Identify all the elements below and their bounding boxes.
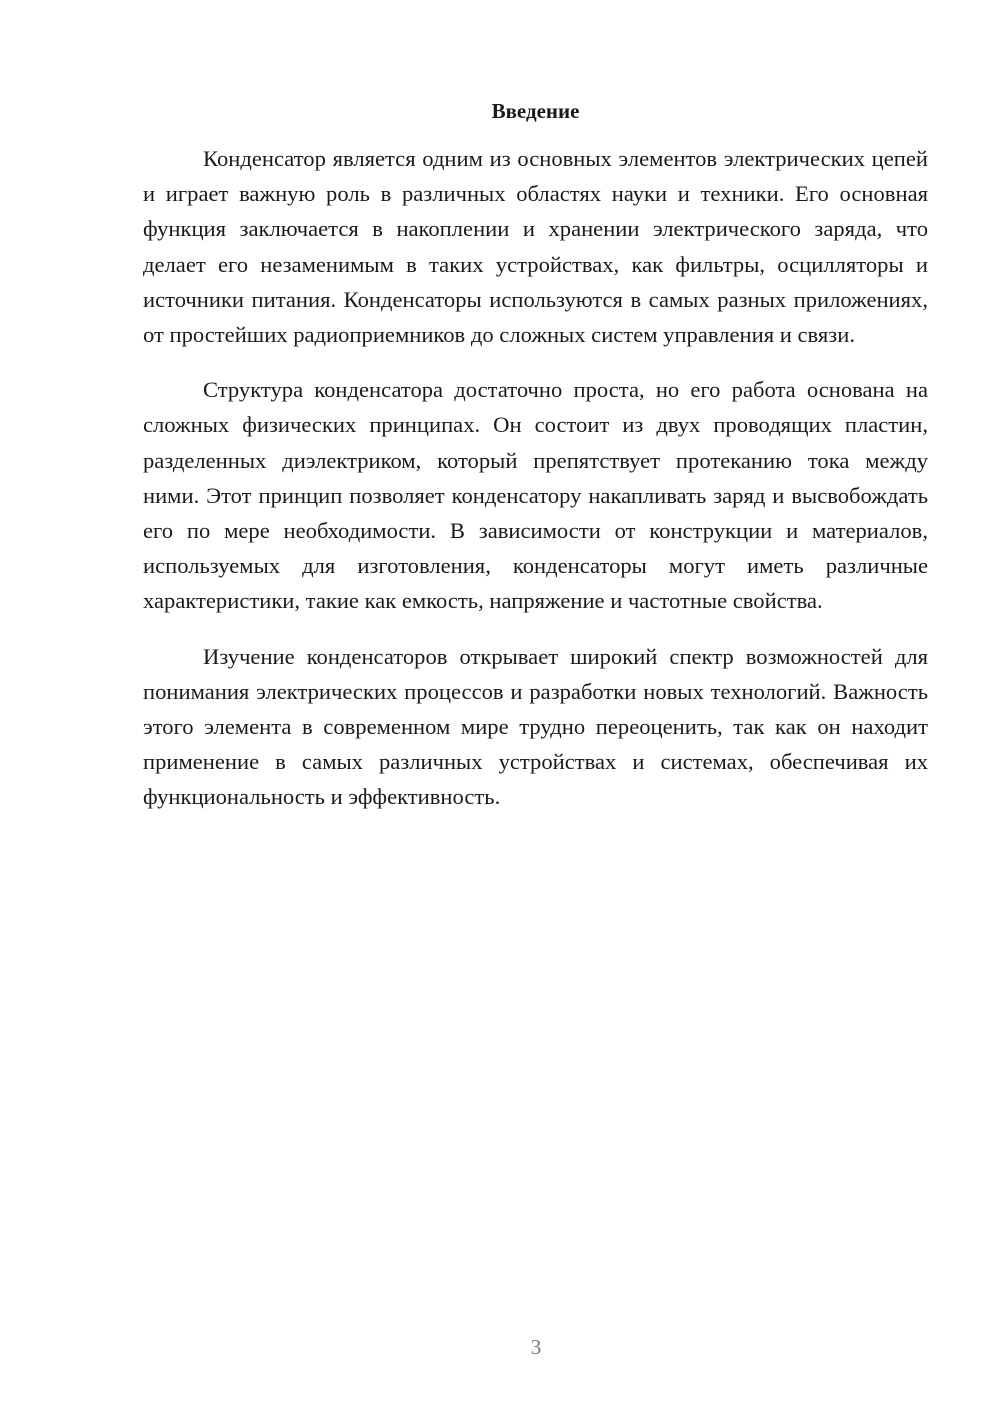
paragraph-3: Изучение конденсаторов открывает широкий спектр возможностей для понимания электрических процессов и разработки новых технологий. Важность этого элемента в современном мире трудно переоценить, так как он находит применение в самых различных устройствах и системах, обеспечивая их функциональность и эффективность. xyxy=(143,643,928,810)
section-heading: Введение xyxy=(491,99,580,123)
paragraph-2: Структура конденсатора достаточно проста, но его работа основана на сложных физических принципах. Он состоит из двух проводящих пластин, разделенных диэлектриком, который препятствует протеканию тока между ними. Этот принцип позволяет конденсатору накапливать заряд и высвобождать его по мере необходимости. В зависимости от конструкции и материалов, используемых для изготовления, конденсаторы могут иметь различные характеристики, такие как емкость, напряжение и частотные свойства. xyxy=(143,377,928,614)
body-text xyxy=(143,141,928,835)
paragraph-1: Конденсатор является одним из основных элементов электрических цепей и играет важную роль в различных областях науки и техники. Его основная функция заключается в накоплении и хранении электрического заряда, что делает его незаменимым в таких устройствах, как фильтры, осцилляторы и источники питания. Конденсаторы используются в самых разных приложениях, от простейших радиоприемников до сложных систем управления и связи. xyxy=(143,146,928,348)
page-number: 3 xyxy=(530,1335,542,1359)
